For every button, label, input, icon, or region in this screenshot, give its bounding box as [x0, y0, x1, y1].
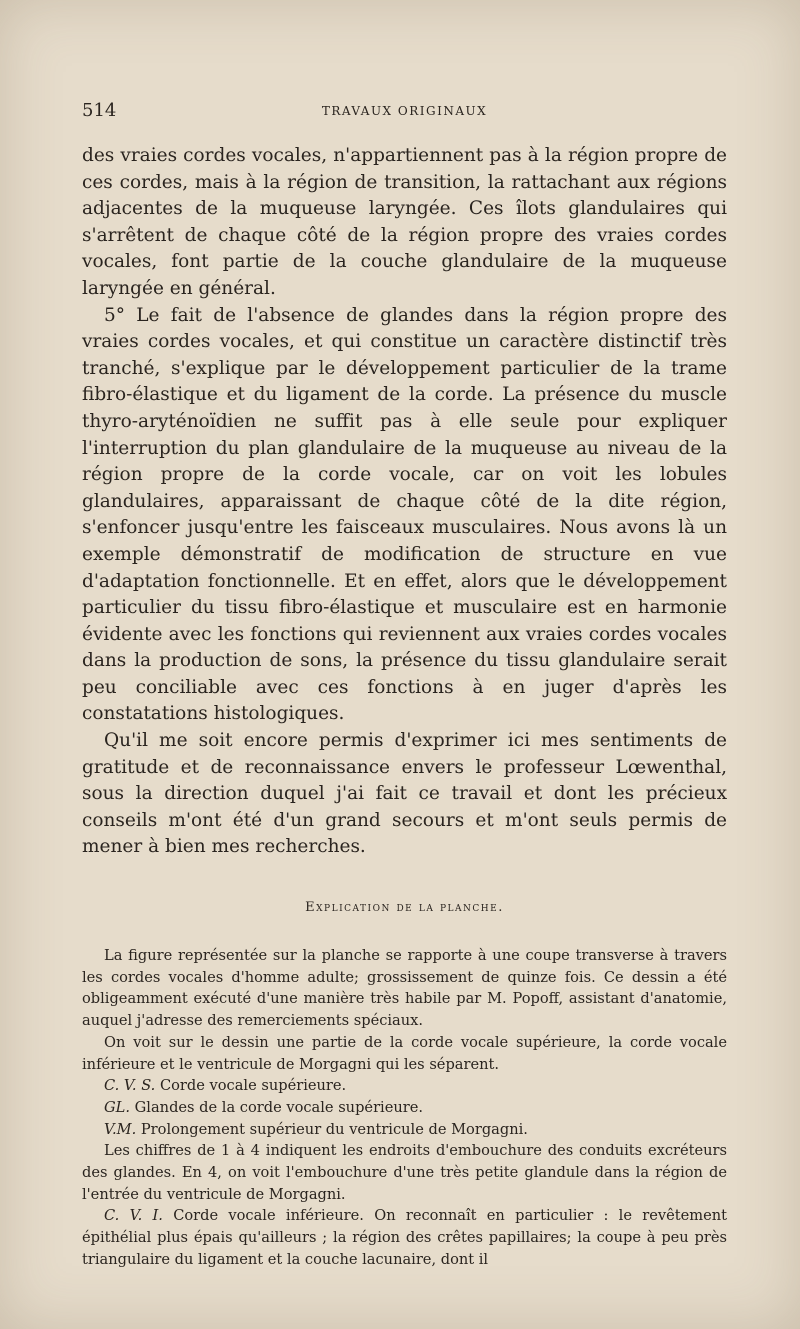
- paragraph-2: 5° Le fait de l'absence de glandes dans la région propre des vraies cordes vocales, et qui constitue un caractère distinctif très tranché, s'explique par le développement particulier de la trame fibro-élastique et du ligament de la corde. La présence du muscle thyro-aryténoïdien ne suffit pas à elle seule pour expliquer l'interruption du plan glandulaire de la muqueuse au niveau de la région propre de la corde vocale, car on voit les lobules glandulaires, apparaissant de chaque côté de la dite région, s'enfoncer jusqu'entre les faisceaux musculaires. Nous avons là un exemple démonstratif de modification de structure en vue d'adaptation fonctionnelle. Et en effet, alors que le développement particulier du tissu fibro-élastique et musculaire est en harmonie évidente avec les fonctions qui reviennent aux vraies cordes vocales dans la production de sons, la présence du tissu glandulaire serait peu conciliable avec ces fonctions à en juger d'après les constatations histologiques.: [82, 304, 727, 725]
- note-3: Les chiffres de 1 à 4 indiquent les endroits d'embouchure des conduits excréteurs des glandes. En 4, on voit l'embouchure d'une très petite glandule dans la région de l'entrée du ventricule de Morgagni.: [82, 1142, 727, 1203]
- paragraph-1: des vraies cordes vocales, n'appartiennent pas à la région propre de ces cordes, mais à la région de transition, la rattachant aux régions adjacentes de la muqueuse laryngée. Ces îlots glandulaires qui s'arrêtent de chaque côté de la région propre des vraies cordes vocales, font partie de la couche glandulaire de la muqueuse laryngée en général.: [82, 145, 727, 299]
- paragraph-3: Qu'il me soit encore permis d'exprimer ici mes sentiments de gratitude et de reconnaissance envers le professeur Lœwenthal, sous la direction duquel j'ai fait ce travail et dont les précieux conseils m'ont été d'un grand secours et m'ont seuls permis de mener à bien mes recherches.: [82, 730, 727, 858]
- legend-cvi-text: Corde vocale inférieure. On reconnaît en particulier : le revêtement épithélial plus épais qu'ailleurs ; la région des crêtes papillaires; la coupe à peu près triangulaire du ligament et la couche lacunaire, dont il: [82, 1207, 728, 1268]
- main-text: [82, 143, 727, 861]
- section-title-text: Explication de la planche.: [305, 900, 504, 915]
- legend-vm-label: V.M.: [104, 1120, 137, 1138]
- legend-cvi: [82, 1205, 727, 1270]
- plate-explanation: [82, 945, 727, 1271]
- legend-cvs: [82, 1075, 727, 1097]
- section-title: [82, 900, 727, 915]
- legend-cvs-label: C. V. S.: [104, 1077, 156, 1095]
- legend-gl-label: GL.: [104, 1098, 130, 1116]
- note-1: La figure représentée sur la planche se rapporte à une coupe transverse à travers les cordes vocales d'homme adulte; grossissement de quinze fois. Ce dessin a été obligeamment exécuté d'une manière très habile par M. Popoff, assistant d'anatomie, auquel j'adresse des remerciements spéciaux.: [82, 947, 727, 1030]
- legend-gl-text: Glandes de la corde vocale supérieure.: [134, 1098, 423, 1116]
- legend-cvi-label: C. V. I.: [104, 1207, 163, 1225]
- legend-gl: [82, 1097, 727, 1119]
- legend-vm-text: Prolongement supérieur du ventricule de Morgagni.: [140, 1120, 528, 1138]
- legend-vm: [82, 1119, 727, 1141]
- legend-cvs-text: Corde vocale supérieure.: [159, 1077, 347, 1095]
- running-title: TRAVAUX ORIGINAUX: [321, 104, 488, 118]
- page-header: [82, 100, 727, 126]
- page-number: 514: [82, 100, 117, 121]
- note-2: On voit sur le dessin une partie de la corde vocale supérieure, la corde vocale inférieure et le ventricule de Morgagni qui les séparent.: [82, 1033, 727, 1073]
